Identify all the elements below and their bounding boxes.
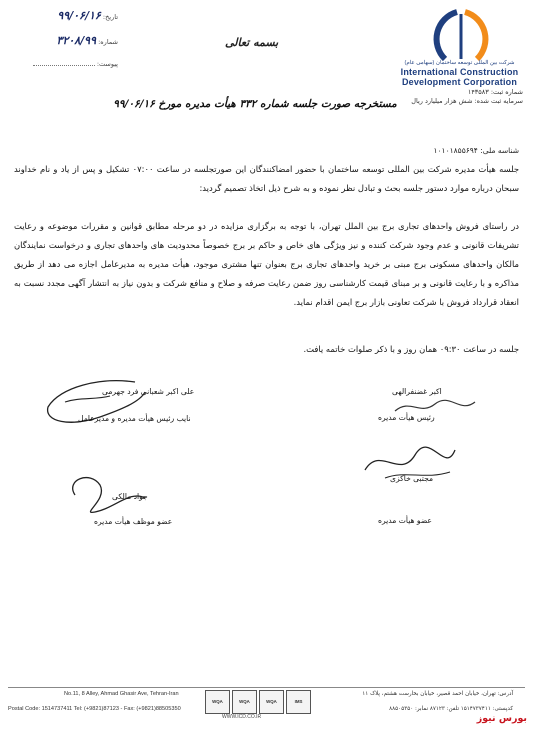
address-en: No.11, 8 Alley, Ahmad Ghasir Ave, Tehran-Iran <box>64 691 179 697</box>
signatory-4-name: جواد مالکی <box>112 492 148 501</box>
boursenews-watermark: بورس نیوز <box>476 713 527 724</box>
website-url: WWW.ICD.CO.IR <box>222 714 262 720</box>
address-fa: آدرس: تهران، خیابان احمد قصیر، خیابان بخارست هشتم، پلاک ۱۱ <box>362 691 513 697</box>
contact-fa: کدپستی: ۱۵۱۴۷۳۷۴۱۱ تلفن: ۸۷۱۲۳ نمابر: ۸۸۵۰۵۳۵۰ <box>389 706 513 712</box>
meta-attachment <box>8 60 118 68</box>
registration-number: شماره ثبت: ۱۴۳۵۸۳ <box>467 88 523 96</box>
number-value: ۳۲۰۸/۹۹ <box>56 34 96 47</box>
meta-number <box>8 34 118 47</box>
cert-logo-4: IMS <box>286 690 311 714</box>
signatory-4-role: عضو موظف هیأت مدیره <box>94 517 173 526</box>
company-name-en-line1: International Construction <box>400 67 519 77</box>
signature-4-scribble <box>60 470 150 520</box>
attachment-label: پیوست: <box>96 60 118 68</box>
intro-paragraph: جلسه هیأت مدیره شرکت بین المللی توسعه ساختمان با حضور امضاکنندگان این صورتجلسه در ساعت ۰۷:۰۰ تشکیل و پس از یاد و نام خداوند سبحان درباره موارد دستور جلسه بحث و تبادل نظر نموده و به شرح ذیل اتخاذ تصمیم گردید: <box>14 164 519 193</box>
date-value: ۹۹/۰۶/۱۶ <box>57 9 101 22</box>
footer-divider <box>8 687 525 688</box>
cert-logo-1: WQA <box>205 690 230 714</box>
number-label: شماره: <box>98 38 118 46</box>
certification-logos <box>205 690 325 716</box>
resolution-paragraph: در راستای فروش واحدهای تجاری برج بین الملل تهران، با توجه به برگزاری مزایده در دو مرحله مطابق قوانین و مقررات موضوعه و رعایت تشریفات قانونی و عدم وجود شرکت کننده و نیز ویژگی های خاص و حاکم بر برج خصوصاً محدودیت های واحدهای تجاری و درخواست نمایندگان مالکان واحدهای مسکونی برج مبنی بر خرید واحدهای تجاری برج بعنوان تنها مشتری موجود، هیأت مدیره به مدیرعامل اجازه می دهد از طریق مذاکره و با رعایت قانونی و بر مبنای قیمت کارشناسی روز ضمن رعایت صرفه و صلاح و منافع شرکت و بدون نیاز به انتشار آگهی مجدد نسبت به انعقاد قرارداد فروش با شرکت تعاونی بازار برج ایمن اقدام نماید. <box>14 221 519 307</box>
signatory-2-role: نایب رئیس هیأت مدیره و مدیرعامل <box>78 414 191 423</box>
national-id: شناسه ملی: ۱۰۱۰۱۸۵۵۶۹۴ <box>433 146 519 155</box>
document-title: مستخرجه صورت جلسه شماره ۳۳۲ هیأت مدیره مورخ ۹۹/۰۶/۱۶ <box>113 98 397 110</box>
signatory-2-name: علی اکبر شعبانی فرد جهرمی <box>102 387 195 396</box>
signatory-1-name: اکبر غضنفرالهی <box>392 387 442 396</box>
signatory-3-name: مجتبی خاکزی <box>390 474 434 483</box>
attachment-dotted-line <box>33 65 95 66</box>
cert-logo-3: WQA <box>259 690 284 714</box>
registered-capital: سرمایه ثبت شده: شش هزار میلیارد ریال <box>411 97 523 105</box>
contact-en: Postal Code: 1514737411 Tel: (+9821)87123 - Fax: (+9821)88505350 <box>8 706 181 712</box>
signatory-1-role: رئیس هیأت مدیره <box>378 413 435 422</box>
company-logo <box>405 4 515 64</box>
closing-paragraph: جلسه در ساعت ۰۹:۳۰ همان روز و با ذکر صلوات خاتمه یافت. <box>303 344 519 354</box>
basmala: بسمه تعالی <box>225 36 279 49</box>
signatory-3-role: عضو هیأت مدیره <box>378 516 432 525</box>
date-label: تاریخ: <box>102 13 118 21</box>
company-name-fa: شرکت بین المللی توسعه ساختمان (سهامی عام) <box>404 60 515 66</box>
meta-date <box>8 9 118 22</box>
company-name-en-line2: Development Corporation <box>401 77 518 87</box>
cert-logo-2: WQA <box>232 690 257 714</box>
signature-2-scribble <box>40 372 150 432</box>
